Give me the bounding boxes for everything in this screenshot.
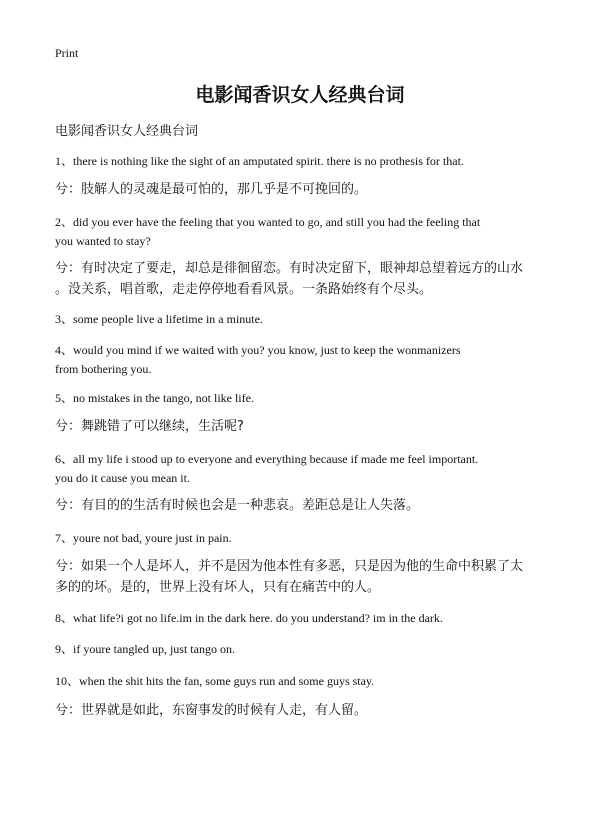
quote-9-en-line-1: 9、if youre tangled up, just tango on. <box>55 642 235 656</box>
quote-2-zh-line-1: 兮：有时决定了要走，却总是徘徊留恋。有时决定留下，眼神却总望着远方的山水 <box>55 261 524 276</box>
quote-10-en-line-1: 10、when the shit hits the fan, some guys run and some guys stay. <box>55 674 375 688</box>
quote-6-chinese <box>55 495 555 516</box>
quote-2-en-line-1: 2、did you ever have the feeling that you wanted to go, and still you had the feeling that <box>55 215 481 229</box>
quote-3-english <box>55 310 555 329</box>
quote-2-english <box>55 213 555 251</box>
quote-2-chinese <box>55 258 555 300</box>
page-subtitle: 电影闻香识女人经典台词 <box>55 124 199 139</box>
quote-7-english <box>55 529 555 548</box>
quote-7-zh-line-2: 多的的坏。是的，世界上没有坏人，只有在痛苦中的人。 <box>55 580 381 595</box>
quote-2-zh-line-2: 。没关系，唱首歌，走走停停地看看风景。一条路始终有个尽头。 <box>55 282 433 297</box>
quote-4-en-line-1: 4、would you mind if we waited with you? you know, just to keep the wonmanizers <box>55 343 461 357</box>
quote-7-en-line-1: 7、youre not bad, youre just in pain. <box>55 531 232 545</box>
quote-6-zh-line-1: 兮：有目的的生活有时候也会是一种悲哀。差距总是让人失落。 <box>55 498 420 513</box>
quote-5-chinese <box>55 416 555 437</box>
quote-5-english <box>55 389 555 408</box>
quote-10-chinese <box>55 700 555 721</box>
page-title: 电影闻香识女人经典台词 <box>195 84 405 106</box>
quote-1-english <box>55 152 555 171</box>
quote-1-chinese <box>55 179 555 200</box>
quote-10-zh-line-1: 兮：世界就是如此，东窗事发的时候有人走，有人留。 <box>55 703 368 718</box>
quote-6-en-line-1: 6、all my life i stood up to everyone and everything because if made me feel important. <box>55 452 479 466</box>
quote-8-english <box>55 609 555 628</box>
print-label: Print <box>55 46 79 60</box>
quote-1-en-line-1: 1、there is nothing like the sight of an amputated spirit. there is no prothesis for that. <box>55 154 464 168</box>
quote-10-english <box>55 672 555 691</box>
quote-2-en-line-2: you wanted to stay? <box>55 234 151 248</box>
quote-5-en-line-1: 5、no mistakes in the tango, not like life. <box>55 391 254 405</box>
quote-6-en-line-2: you do it cause you mean it. <box>55 471 190 485</box>
quote-5-zh-line-1: 兮：舞跳错了可以继续，生活呢? <box>55 419 244 434</box>
quote-1-zh-line-1: 兮：肢解人的灵魂是最可怕的，那几乎是不可挽回的。 <box>55 182 368 197</box>
quote-8-en-line-1: 8、what life?i got no life.im in the dark here. do you understand? im in the dark. <box>55 611 443 625</box>
quote-4-english <box>55 341 555 379</box>
quote-7-chinese <box>55 556 555 598</box>
quote-7-zh-line-1: 兮：如果一个人是坏人，并不是因为他本性有多恶，只是因为他的生命中积累了太 <box>55 559 524 574</box>
quote-6-english <box>55 450 555 488</box>
quote-4-en-line-2: from bothering you. <box>55 362 152 376</box>
quote-3-en-line-1: 3、some people live a lifetime in a minute. <box>55 312 263 326</box>
quote-9-english <box>55 640 555 659</box>
